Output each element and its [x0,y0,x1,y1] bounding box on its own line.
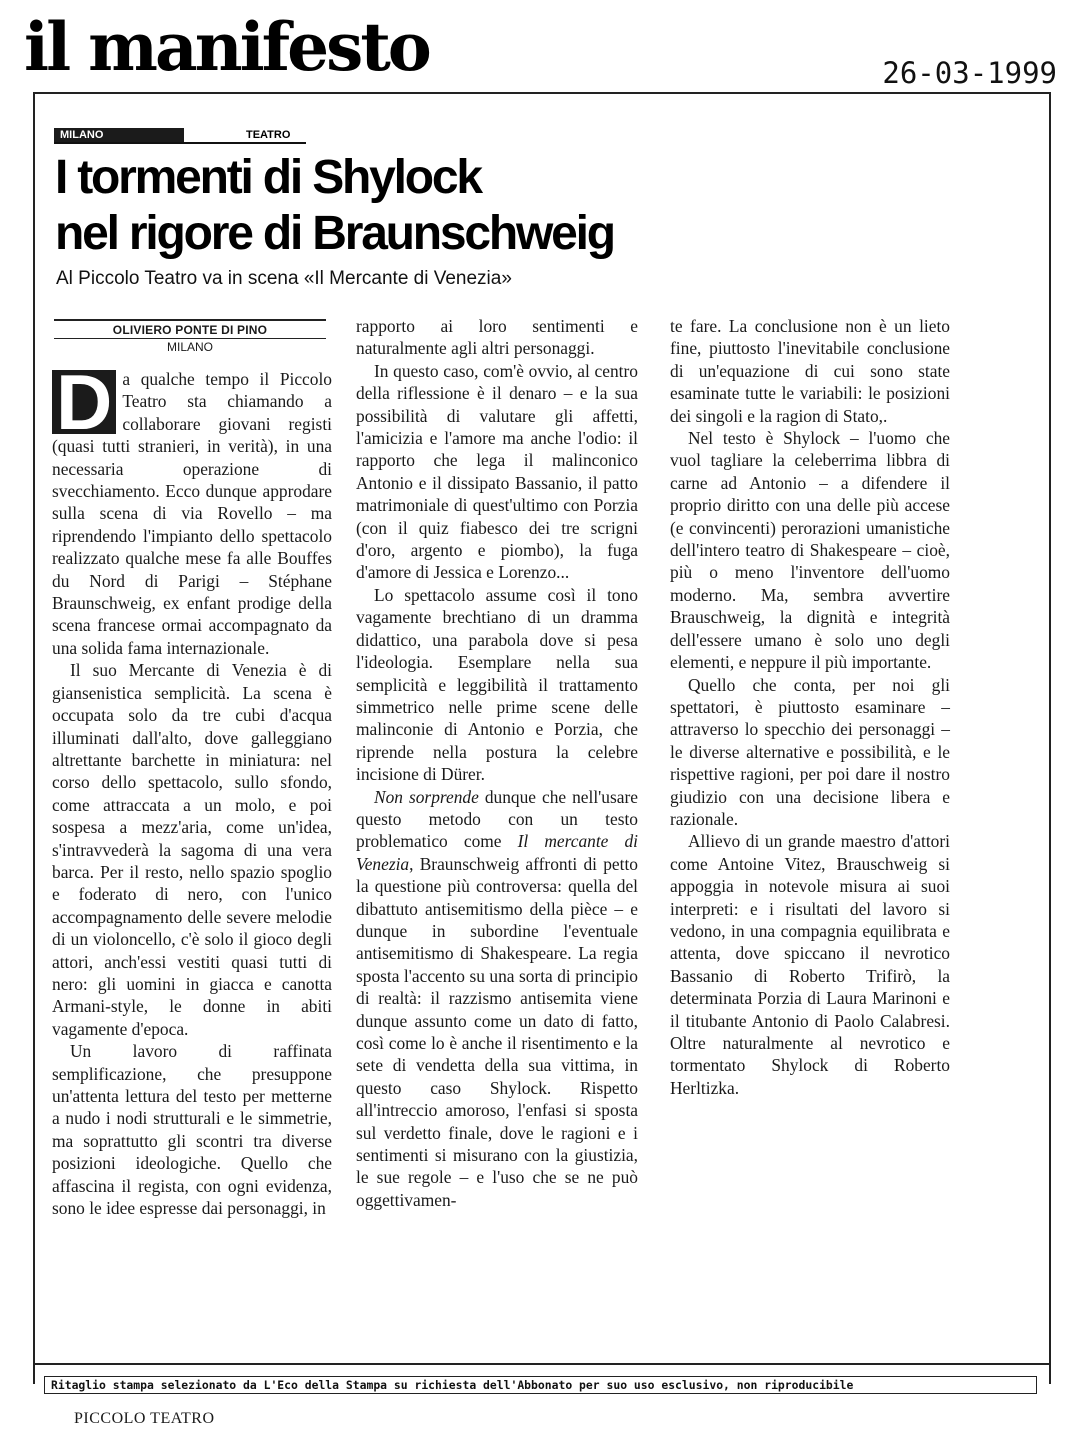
article-column-1 [52,358,332,1219]
paragraph: Un lavoro di raffinata semplificazione, che presuppone un'attenta lettura del testo per metterne a nudo i nodi strutturali e le simmetrie, ma soprattutto gli scontri tra diverse posizioni ideologiche. Quello che affascina il regista, con ogni evidenza, sono le idee espresse dai personaggi, in [52,1041,332,1219]
paragraph [356,786,638,1212]
paragraph: Nel testo è Shylock – l'uomo che vuol tagliare la celeberrima libbra di carne ad Antonio – a difendere il proprio diritto con una delle più accese (e convincenti) perorazioni umanistiche dell'intero teatro di Shakespeare – cioè, più o meno l'inventore dell'uomo moderno. Ma, sembra avvertire Brauschweig, la dignità e integrità dell'essere umano è solo uno degli elementi, e neppure il più importante. [670,428,950,673]
paragraph: Quello che conta, per noi gli spettatori, è piuttosto esaminare – attraverso lo specchio dei personaggi – le diverse alternative e possibilità, e le rispettive ragioni, per poi dare il nostro giudizio con una decisione libera e razionale. [670,674,950,829]
paragraph: rapporto ai loro sentimenti e naturalmente agli altri personaggi. [356,316,638,359]
clipping-date: 26-03-1999 [882,56,1057,90]
byline-author: OLIVIERO PONTE DI PINO [54,321,326,339]
paragraph-text: a qualche tempo il Piccolo Teatro sta chiamando a collaborare giovani registi (quasi tutti stranieri, in verità), in una necessaria operazione di svecchiamento. Ecco dunque approdare sulla scena di via Rovello – ma riprendendo l'impianto dello spettacolo realizzato qualche mese fa alle Bouffes du Nord di Parigi – Stéphane Braunschweig, ex enfant prodige della scena francese ormai accompagnato da una solida fama internazionale. [52,369,332,658]
byline-place: MILANO [166,340,213,354]
paragraph-text: , Braunschweig affronti di petto la questione più controversa: quella del dibattuto antisemitismo della pièce – e dunque in subordine l'eventuale antisemitismo di Shakespeare. La regia sposta l'accento su una sorta di principio di realtà: il razzismo antisemita viene dunque assunto come un dato di fatto, così come lo è anche il risentimento e la sete di vendetta della sua vittima, in questo caso Shylock. Rispetto all'intreccio amoroso, l'enfasi si sposta sul verdetto finale, dove le ragioni e i sentimenti si misurano con la giustizia, le sue regole – e l'uso che se ne può oggettivamen- [356,853,638,1210]
section-kicker [54,128,306,144]
article-column-2 [356,315,638,1211]
paragraph-text: dunque che nell'usare questo metodo con un testo problematico come [356,786,638,852]
headline-line-2: nel rigore di Braunschweig [55,207,614,260]
play-title: Il mercante di Venezia [356,831,639,874]
press-clipping-notice: Ritaglio stampa selezionato da L'Eco della Stampa su richiesta dell'Abbonato per suo uso esclusivo, non riproducibile [44,1376,1037,1394]
article-column-3 [670,315,950,1099]
frame-left-mark [33,1310,35,1365]
clipping-frame-bottom [33,1363,1049,1365]
paragraph: Lo spettacolo assume così il tono vagamente brechtiano di un dramma didattico, una parabola dove si pesa l'ideologia. Esemplare nella sua semplicità e leggibilità il trattamento simmetrico nelle prime scene delle malinconie di Antonio e Porzia, che riprende nella postura la celebre incisione di Dürer. [356,584,638,785]
paragraph: In questo caso, com'è ovvio, al centro della riflessione è il denaro – e la sua possibilità di valutare gli affetti, l'amicizia e l'amore ma anche l'odio: il rapporto che lega il malinconico Antonio e il dissipato Bassanio, il patto matrimoniale di quest'ultimo con Porzia (con il quiz fiabesco dei tre scrigni d'oro, argento e piombo), la fuga d'amore di Jessica e Lorenzo... [356,360,638,583]
drop-cap: D [52,370,116,434]
paragraph [52,358,332,659]
paragraph: Il suo Mercante di Venezia è di giansenistica semplicità. La scena è occupata solo da tre cubi d'acqua illuminati dall'alto, dove galleggiano altrettante barchette in miniatura: nel corso dello spettacolo, sullo sfondo, come attraccata a un molo, e poi sospesa a mezz'aria, come un'idea, s'intravvederà la sagoma di una vera barca. Per il resto, nello spazio spoglio e foderato di nero, con l'unico accompagnamento delle severe melodie di un violoncello, c'è solo il gioco degli attori, anch'essi vestiti quasi tutti di nero: gli uomini in giacca e canotta Armani-style, le donne in abiti vagamente d'epoca. [52,660,332,1039]
footer-label: PICCOLO TEATRO [74,1410,215,1427]
article-subheadline: Al Piccolo Teatro va in scena «Il Mercante di Venezia» [56,268,512,289]
article-headline [55,150,695,262]
headline-line-1: I tormenti di Shylock [55,151,481,204]
byline [54,319,326,354]
section-city: MILANO [54,128,184,142]
paragraph: te fare. La conclusione non è un lieto fine, piuttosto l'inevitabile conclusione di un'equazione di cui sono state esaminate tutte le variabili: le posizioni dei singoli e la ragion di Stato,. [670,316,950,426]
paragraph: Allievo di un grande maestro d'attori come Antoine Vitez, Brauschweig si appoggia in notevole misura ai suoi interpreti: e i risultati del lavoro si vedono, in una compagnia equilibrata e attenta, dove spiccano il nevrotico Bassanio di Roberto Trifirò, la determinata Porzia di Laura Marinoni e il titubante Antonio di Paolo Calabresi. Oltre naturalmente al nevrotico e tormentato Shylock di Roberto Herltizka. [670,831,950,1098]
section-category: TEATRO [246,129,291,141]
newspaper-masthead: il manifesto [24,8,429,86]
italic-phrase: Non sorprende [374,786,479,807]
